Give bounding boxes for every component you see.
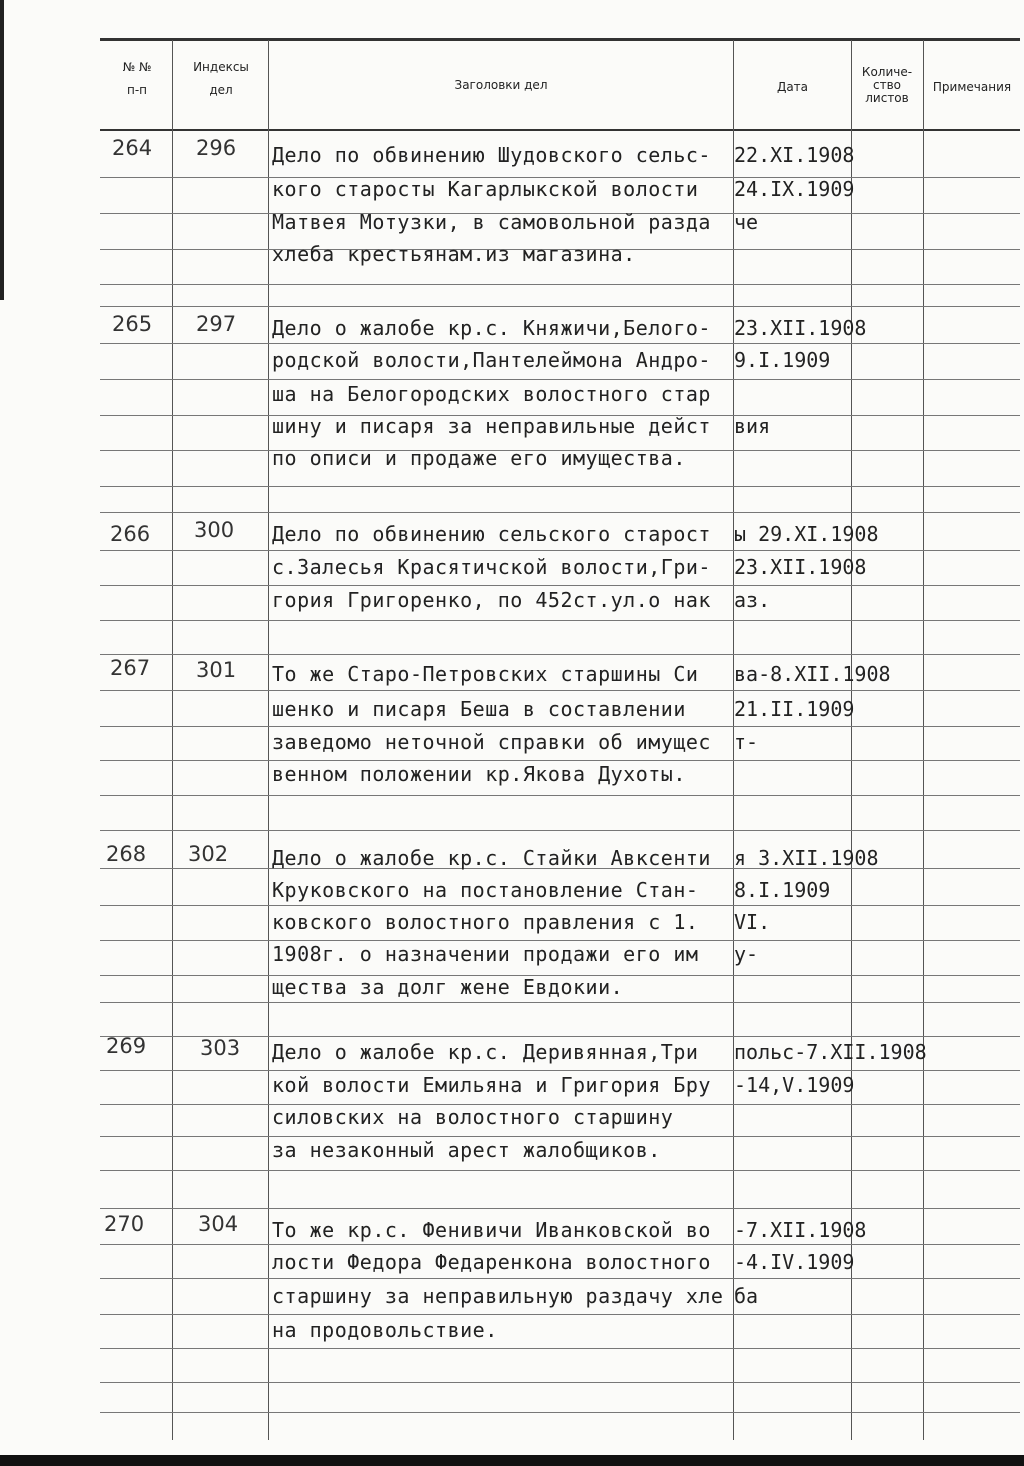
header-index-label-2: дел bbox=[209, 83, 233, 97]
ruled-line bbox=[100, 1382, 1020, 1383]
ruled-line bbox=[100, 1278, 1020, 1279]
title-line: старшину за неправильную раздачу хле bbox=[272, 1284, 724, 1308]
row-number: 267 bbox=[110, 656, 151, 680]
row-number: 265 bbox=[112, 312, 153, 336]
row-date: вия bbox=[734, 414, 771, 438]
margin-mark bbox=[0, 0, 4, 300]
title-line: Дело по обвинению Шудовского сельс- bbox=[272, 143, 711, 167]
ruled-line bbox=[100, 760, 1020, 761]
title-line: То же Старо-Петровских старшины Си bbox=[272, 662, 699, 686]
header-num bbox=[104, 60, 170, 98]
title-line: шину и писаря за неправильные дейст bbox=[272, 414, 711, 438]
ruled-line bbox=[100, 379, 1020, 380]
ruled-line bbox=[100, 306, 1020, 307]
header-rule bbox=[100, 129, 1020, 131]
title-line: хлеба крестьянам.из магазина. bbox=[272, 242, 636, 266]
row-index: 303 bbox=[200, 1036, 241, 1060]
title-line: на продовольствие. bbox=[272, 1318, 498, 1342]
ruled-line bbox=[100, 284, 1020, 285]
title-line: с.Залесья Красятичской волости,Гри- bbox=[272, 555, 711, 579]
col-line-1 bbox=[172, 40, 173, 1440]
title-line: лости Федора Федаренкона волостного bbox=[272, 1250, 711, 1274]
top-rule bbox=[100, 38, 1020, 41]
header-sheets-label-3: листов bbox=[865, 91, 909, 105]
ruled-line bbox=[100, 726, 1020, 727]
title-line: Дело о жалобе кр.с. Стайки Авксенти bbox=[272, 846, 711, 870]
row-index: 304 bbox=[198, 1212, 239, 1236]
title-line: Дело по обвинению сельского старост bbox=[272, 522, 711, 546]
ruled-line bbox=[100, 1348, 1020, 1349]
row-number: 269 bbox=[106, 1034, 147, 1058]
row-date: -7.XII.1908 bbox=[734, 1218, 867, 1242]
title-line: кой волости Емильяна и Григория Бру bbox=[272, 1073, 711, 1097]
header-sheets bbox=[852, 66, 922, 105]
row-date: -4.IV.1909 bbox=[734, 1250, 855, 1274]
row-date: ва-8.XII.1908 bbox=[734, 662, 891, 686]
row-number: 266 bbox=[110, 522, 151, 546]
header-title bbox=[270, 78, 732, 93]
header-num-label-2: п-п bbox=[126, 83, 148, 97]
row-index: 302 bbox=[188, 842, 229, 866]
ruled-line bbox=[100, 550, 1020, 551]
ruled-line bbox=[100, 1314, 1020, 1315]
ruled-line bbox=[100, 1070, 1020, 1071]
ruled-line bbox=[100, 1136, 1020, 1137]
row-date: ба bbox=[734, 1284, 759, 1308]
ruled-line bbox=[100, 512, 1020, 513]
title-line: за незаконный арест жалобщиков. bbox=[272, 1138, 661, 1162]
ruled-line bbox=[100, 905, 1020, 906]
ruled-line bbox=[100, 1244, 1020, 1245]
header-date bbox=[735, 80, 850, 95]
title-line: кого старосты Кагарлыкской волости bbox=[272, 177, 699, 201]
row-date: у- bbox=[734, 942, 759, 966]
row-date: 8.I.1909 bbox=[734, 878, 831, 902]
row-number: 268 bbox=[106, 842, 147, 866]
title-line: 1908г. о назначении продажи его им bbox=[272, 942, 699, 966]
row-date: я 3.XII.1908 bbox=[734, 846, 879, 870]
row-date: польс-7.XII.1908 bbox=[734, 1040, 927, 1064]
row-date: ы 29.XI.1908 bbox=[734, 522, 879, 546]
header-num-label: № № bbox=[122, 60, 152, 74]
row-date: -14,V.1909 bbox=[734, 1073, 855, 1097]
title-line: заведомо неточной справки об имущес bbox=[272, 730, 711, 754]
ruled-line bbox=[100, 830, 1020, 831]
title-line: шенко и писаря Беша в составлении bbox=[272, 697, 686, 721]
row-date: 9.I.1909 bbox=[734, 348, 831, 372]
row-date: VI. bbox=[734, 910, 771, 934]
row-index: 300 bbox=[194, 518, 235, 542]
ruled-line bbox=[100, 620, 1020, 621]
row-date: т- bbox=[734, 730, 759, 754]
scan-edge bbox=[0, 1455, 1024, 1466]
ruled-line bbox=[100, 654, 1020, 655]
title-line: венном положении кр.Якова Духоты. bbox=[272, 762, 686, 786]
title-line: по описи и продаже его имущества. bbox=[272, 446, 686, 470]
ruled-line bbox=[100, 690, 1020, 691]
header-date-label: Дата bbox=[776, 80, 809, 94]
header-sheets-label: Количе- bbox=[861, 65, 913, 79]
title-line: Матвея Мотузки, в самовольной разда bbox=[272, 210, 711, 234]
row-date: аз. bbox=[734, 588, 771, 612]
row-date: 23.XII.1908 bbox=[734, 316, 867, 340]
title-line: ковского волостного правления с 1. bbox=[272, 910, 699, 934]
row-date: че bbox=[734, 210, 759, 234]
row-date: 21.II.1909 bbox=[734, 697, 855, 721]
title-line: Дело о жалобе кр.с. Деривянная,Три bbox=[272, 1040, 699, 1064]
row-date: 22.XI.1908 bbox=[734, 143, 855, 167]
title-line: То же кр.с. Фенивичи Иванковской во bbox=[272, 1218, 711, 1242]
row-index: 297 bbox=[196, 312, 237, 336]
header-sheets-label-2: ство bbox=[872, 78, 901, 92]
title-line: силовских на волостного старшину bbox=[272, 1105, 674, 1129]
col-line-5 bbox=[923, 40, 924, 1440]
ruled-line bbox=[100, 585, 1020, 586]
ruled-line bbox=[100, 940, 1020, 941]
col-line-2 bbox=[268, 40, 269, 1440]
title-line: гория Григоренко, по 452ст.ул.о нак bbox=[272, 588, 711, 612]
row-date: 23.XII.1908 bbox=[734, 555, 867, 579]
header-notes-label: Примечания bbox=[932, 80, 1012, 94]
title-line: родской волости,Пантелеймона Андро- bbox=[272, 348, 711, 372]
header-notes bbox=[924, 80, 1020, 95]
ruled-line bbox=[100, 1002, 1020, 1003]
row-date: 24.IX.1909 bbox=[734, 177, 855, 201]
ruled-line bbox=[100, 795, 1020, 796]
title-line: ша на Белогородских волостного стар bbox=[272, 382, 711, 406]
title-line: щества за долг жене Евдокии. bbox=[272, 975, 624, 999]
title-line: Круковского на постановление Стан- bbox=[272, 878, 699, 902]
row-number: 270 bbox=[104, 1212, 145, 1236]
header-index bbox=[174, 60, 268, 98]
row-index: 301 bbox=[196, 658, 237, 682]
row-index: 296 bbox=[196, 136, 237, 160]
title-line: Дело о жалобе кр.с. Княжичи,Белого- bbox=[272, 316, 711, 340]
ruled-line bbox=[100, 486, 1020, 487]
ruled-line bbox=[100, 1170, 1020, 1171]
ruled-line bbox=[100, 343, 1020, 344]
ruled-line bbox=[100, 1412, 1020, 1413]
ruled-line bbox=[100, 1208, 1020, 1209]
row-number: 264 bbox=[112, 136, 153, 160]
header-index-label: Индексы bbox=[193, 60, 249, 74]
header-title-label: Заголовки дел bbox=[454, 78, 548, 92]
